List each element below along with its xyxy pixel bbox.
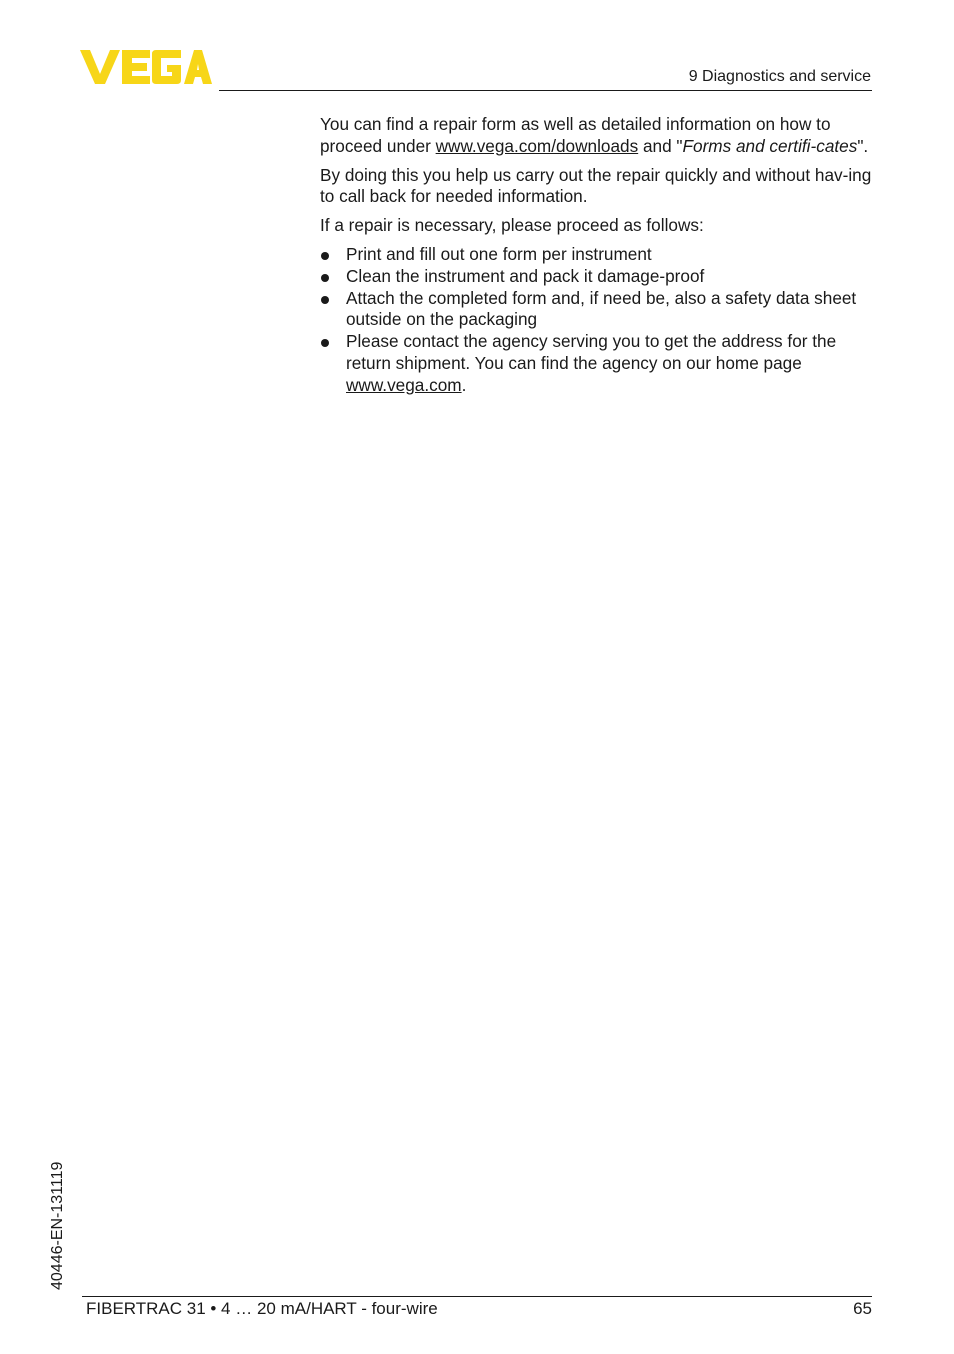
bullet-icon xyxy=(321,296,329,304)
list-item xyxy=(320,331,872,396)
main-content xyxy=(320,114,872,397)
bullet-icon xyxy=(321,252,329,260)
list-item-text: Attach the completed form and, if need be, also a safety data sheet outside on the packaging xyxy=(346,287,857,330)
list-item-text: Print and fill out one form per instrument xyxy=(346,243,652,264)
vega-logo xyxy=(80,50,212,84)
list-item-text: Clean the instrument and pack it damage-proof xyxy=(346,265,705,286)
list-item xyxy=(320,266,872,288)
text: ". xyxy=(857,135,869,156)
page-number: 65 xyxy=(853,1299,872,1318)
bullet-icon xyxy=(321,274,329,282)
text: You can find a repair form as well as detailed information on how to proceed under xyxy=(320,114,831,156)
document-id: 40446-EN-131119 xyxy=(49,1161,66,1290)
list-item-text: Please contact the agency serving you to get the address for the return shipment. You can find the agency on our home page xyxy=(346,331,837,373)
procedure-list xyxy=(320,244,872,397)
vega-home-link[interactable]: www.vega.com xyxy=(346,374,462,395)
text: . xyxy=(461,374,467,395)
paragraph-help: By doing this you help us carry out the repair quickly and without hav-ing to call back for needed information. xyxy=(320,164,872,207)
text: and " xyxy=(638,135,683,156)
header-rule xyxy=(219,90,872,91)
paragraph-intro: If a repair is necessary, please proceed as follows: xyxy=(320,215,704,236)
forms-certificates-text: Forms and certifi-cates xyxy=(682,135,858,156)
downloads-link[interactable]: www.vega.com/downloads xyxy=(435,135,639,156)
list-item xyxy=(320,288,872,332)
footer-title: FIBERTRAC 31 • 4 … 20 mA/HART - four-wire xyxy=(86,1299,438,1318)
bullet-icon xyxy=(321,339,329,347)
paragraph-repair-form xyxy=(320,114,872,158)
list-item xyxy=(320,244,872,266)
footer-rule xyxy=(82,1296,872,1297)
section-title: 9 Diagnostics and service xyxy=(688,68,871,85)
